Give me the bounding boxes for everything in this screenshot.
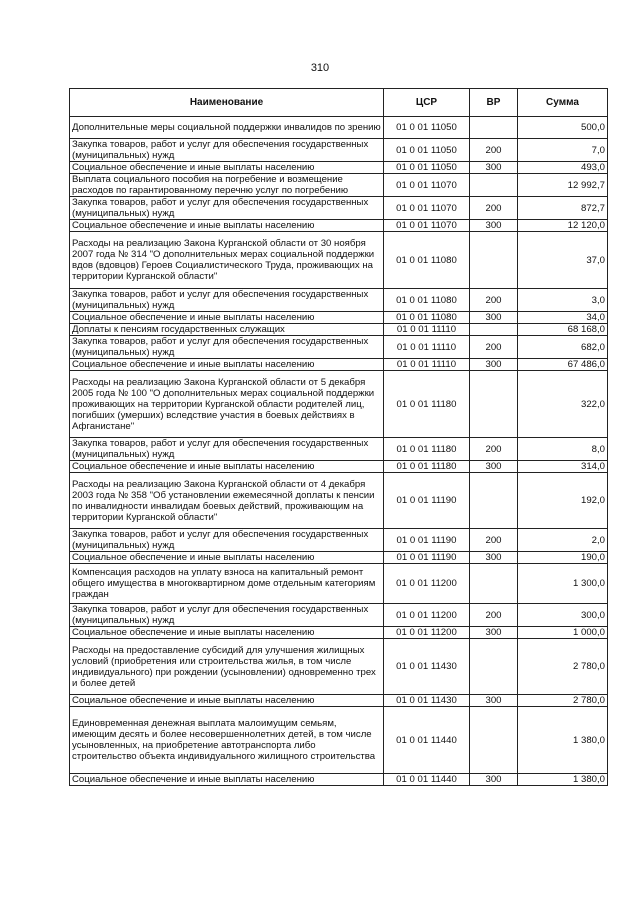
table-row (70, 312, 608, 324)
cell-csr: 01 0 01 11080 (384, 232, 470, 289)
cell-name: Социальное обеспечение и иные выплаты населению (70, 552, 384, 564)
cell-csr: 01 0 01 11050 (384, 117, 470, 139)
cell-sum: 314,0 (518, 461, 608, 473)
cell-csr: 01 0 01 11430 (384, 695, 470, 707)
header-csr: ЦСР (384, 89, 470, 117)
cell-name: Закупка товаров, работ и услуг для обеспечения государственных (муниципальных) нужд (70, 336, 384, 359)
cell-vr: 300 (470, 359, 518, 371)
cell-name: Социальное обеспечение и иные выплаты населению (70, 461, 384, 473)
cell-vr: 200 (470, 604, 518, 627)
cell-sum: 322,0 (518, 371, 608, 438)
table-row (70, 552, 608, 564)
cell-sum: 3,0 (518, 289, 608, 312)
cell-sum: 37,0 (518, 232, 608, 289)
cell-sum: 190,0 (518, 552, 608, 564)
cell-name: Социальное обеспечение и иные выплаты населению (70, 695, 384, 707)
cell-name: Социальное обеспечение и иные выплаты населению (70, 627, 384, 639)
cell-csr: 01 0 01 11200 (384, 604, 470, 627)
cell-csr: 01 0 01 11190 (384, 473, 470, 529)
cell-vr (470, 117, 518, 139)
table-row (70, 197, 608, 220)
table-row (70, 117, 608, 139)
cell-sum: 682,0 (518, 336, 608, 359)
cell-csr: 01 0 01 11440 (384, 707, 470, 774)
table-row (70, 336, 608, 359)
cell-vr: 300 (470, 220, 518, 232)
cell-vr: 300 (470, 552, 518, 564)
cell-name: Выплата социального пособия на погребение и возмещение расходов по гарантированному перечню услуг по погребению (70, 174, 384, 197)
table-row (70, 529, 608, 552)
cell-name: Расходы на предоставление субсидий для улучшения жилищных условий (приобретения или строительства жилья, в том числе индивидуального) при рождении (усыновлении) одновременно трех и более детей (70, 639, 384, 695)
cell-sum: 68 168,0 (518, 324, 608, 336)
table-row (70, 162, 608, 174)
cell-sum: 8,0 (518, 438, 608, 461)
cell-sum: 1 380,0 (518, 774, 608, 786)
table-row (70, 774, 608, 786)
cell-csr: 01 0 01 11190 (384, 552, 470, 564)
cell-name: Закупка товаров, работ и услуг для обеспечения государственных (муниципальных) нужд (70, 604, 384, 627)
table-body (70, 117, 608, 786)
cell-csr: 01 0 01 11180 (384, 371, 470, 438)
cell-csr: 01 0 01 11110 (384, 336, 470, 359)
cell-csr: 01 0 01 11080 (384, 289, 470, 312)
cell-csr: 01 0 01 11070 (384, 174, 470, 197)
cell-name: Расходы на реализацию Закона Курганской области от 4 декабря 2003 года № 358 "Об установлении ежемесячной доплаты к пенсии по инвалидности инвалидам боевых действий, проживающим на территории Курганской области" (70, 473, 384, 529)
cell-name: Доплаты к пенсиям государственных служащих (70, 324, 384, 336)
cell-vr: 200 (470, 197, 518, 220)
cell-csr: 01 0 01 11110 (384, 324, 470, 336)
table-row (70, 627, 608, 639)
table-row (70, 461, 608, 473)
cell-csr: 01 0 01 11430 (384, 639, 470, 695)
cell-csr: 01 0 01 11180 (384, 461, 470, 473)
table-row (70, 174, 608, 197)
cell-sum: 300,0 (518, 604, 608, 627)
cell-sum: 2,0 (518, 529, 608, 552)
cell-csr: 01 0 01 11110 (384, 359, 470, 371)
cell-csr: 01 0 01 11200 (384, 564, 470, 604)
cell-vr: 200 (470, 139, 518, 162)
cell-vr: 300 (470, 461, 518, 473)
table-row (70, 289, 608, 312)
cell-sum: 12 992,7 (518, 174, 608, 197)
cell-sum: 1 380,0 (518, 707, 608, 774)
cell-vr (470, 232, 518, 289)
budget-table (69, 88, 608, 786)
table-row (70, 639, 608, 695)
cell-name: Компенсация расходов на уплату взноса на капитальный ремонт общего имущества в многоквартирном доме отдельным категориям граждан (70, 564, 384, 604)
cell-name: Социальное обеспечение и иные выплаты населению (70, 359, 384, 371)
header-vr: ВР (470, 89, 518, 117)
table-row (70, 438, 608, 461)
cell-vr: 300 (470, 695, 518, 707)
page-number: 310 (310, 62, 330, 74)
cell-name: Единовременная денежная выплата малоимущим семьям, имеющим десять и более несовершеннолетних детей, в том числе усыновленных, на приобретение автотранспорта либо строительство объекта индивидуального жилищного строительства (70, 707, 384, 774)
table-row (70, 232, 608, 289)
cell-vr (470, 174, 518, 197)
cell-sum: 7,0 (518, 139, 608, 162)
cell-name: Закупка товаров, работ и услуг для обеспечения государственных (муниципальных) нужд (70, 289, 384, 312)
cell-name: Социальное обеспечение и иные выплаты населению (70, 220, 384, 232)
cell-csr: 01 0 01 11440 (384, 774, 470, 786)
cell-vr (470, 473, 518, 529)
cell-csr: 01 0 01 11200 (384, 627, 470, 639)
cell-name: Социальное обеспечение и иные выплаты населению (70, 162, 384, 174)
cell-csr: 01 0 01 11070 (384, 197, 470, 220)
cell-csr: 01 0 01 11050 (384, 139, 470, 162)
cell-vr: 200 (470, 289, 518, 312)
cell-sum: 493,0 (518, 162, 608, 174)
cell-csr: 01 0 01 11070 (384, 220, 470, 232)
cell-sum: 1 300,0 (518, 564, 608, 604)
cell-vr: 200 (470, 336, 518, 359)
table-row (70, 564, 608, 604)
cell-sum: 1 000,0 (518, 627, 608, 639)
cell-name: Закупка товаров, работ и услуг для обеспечения государственных (муниципальных) нужд (70, 139, 384, 162)
cell-vr (470, 324, 518, 336)
cell-vr (470, 707, 518, 774)
cell-vr: 300 (470, 162, 518, 174)
cell-vr: 200 (470, 529, 518, 552)
header-sum: Сумма (518, 89, 608, 117)
cell-sum: 2 780,0 (518, 695, 608, 707)
cell-vr: 300 (470, 627, 518, 639)
cell-sum: 67 486,0 (518, 359, 608, 371)
table-row (70, 473, 608, 529)
cell-sum: 500,0 (518, 117, 608, 139)
cell-name: Закупка товаров, работ и услуг для обеспечения государственных (муниципальных) нужд (70, 529, 384, 552)
cell-csr: 01 0 01 11050 (384, 162, 470, 174)
table-row (70, 695, 608, 707)
table-header-row (70, 89, 608, 117)
table-row (70, 139, 608, 162)
cell-name: Закупка товаров, работ и услуг для обеспечения государственных (муниципальных) нужд (70, 197, 384, 220)
table-row (70, 359, 608, 371)
table-row (70, 604, 608, 627)
cell-csr: 01 0 01 11180 (384, 438, 470, 461)
cell-csr: 01 0 01 11190 (384, 529, 470, 552)
cell-name: Закупка товаров, работ и услуг для обеспечения государственных (муниципальных) нужд (70, 438, 384, 461)
cell-sum: 12 120,0 (518, 220, 608, 232)
table-row (70, 707, 608, 774)
cell-name: Социальное обеспечение и иные выплаты населению (70, 774, 384, 786)
cell-name: Расходы на реализацию Закона Курганской области от 5 декабря 2005 года № 100 "О дополнительных мерах социальной поддержки проживающих на территории Курганской области родителей лиц, погибших (умерших) вследствие участия в боевых действиях в Афганистане" (70, 371, 384, 438)
cell-name: Расходы на реализацию Закона Курганской области от 30 ноября 2007 года № 314 "О дополнительных мерах социальной поддержки вдов (вдовцов) Героев Социалистического Труда, проживающих на территории Курганской области" (70, 232, 384, 289)
table-row (70, 371, 608, 438)
cell-csr: 01 0 01 11080 (384, 312, 470, 324)
cell-vr (470, 639, 518, 695)
cell-vr: 300 (470, 774, 518, 786)
cell-vr (470, 564, 518, 604)
cell-vr (470, 371, 518, 438)
cell-sum: 872,7 (518, 197, 608, 220)
cell-name: Социальное обеспечение и иные выплаты населению (70, 312, 384, 324)
cell-sum: 2 780,0 (518, 639, 608, 695)
table-row (70, 324, 608, 336)
cell-vr: 300 (470, 312, 518, 324)
cell-sum: 192,0 (518, 473, 608, 529)
cell-name: Дополнительные меры социальной поддержки инвалидов по зрению (70, 117, 384, 139)
cell-sum: 34,0 (518, 312, 608, 324)
cell-vr: 200 (470, 438, 518, 461)
table-row (70, 220, 608, 232)
header-name: Наименование (70, 89, 384, 117)
